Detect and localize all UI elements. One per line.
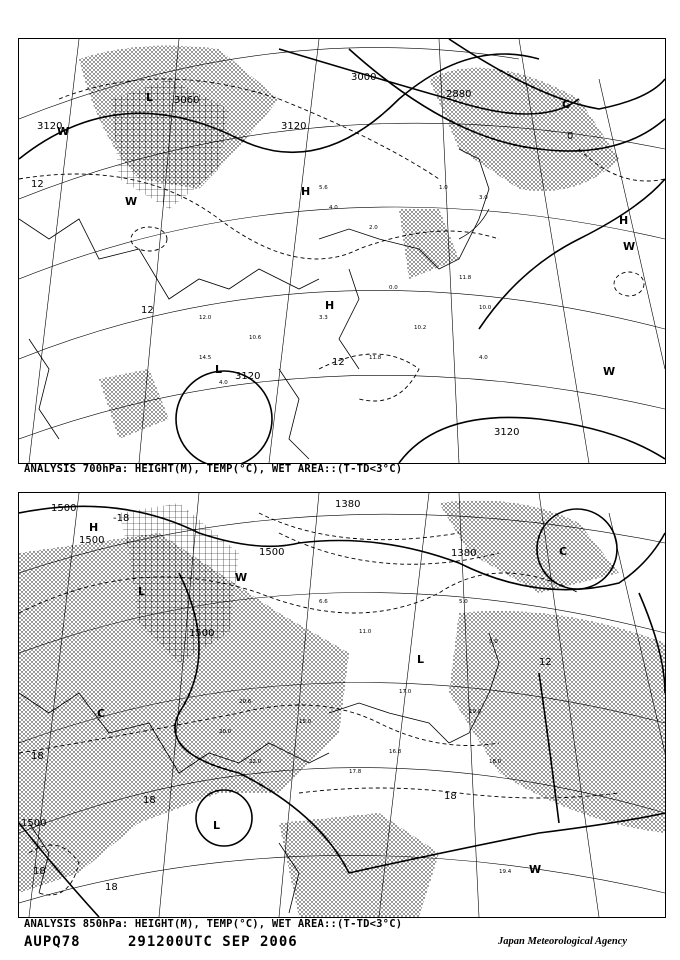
station-data xyxy=(199,185,492,386)
svg-text:15.0: 15.0 xyxy=(299,719,312,725)
contour-label: 3000 xyxy=(351,72,377,83)
low-center: L xyxy=(146,91,154,104)
contour-label: 1500 xyxy=(21,818,47,829)
svg-text:4.0: 4.0 xyxy=(479,355,488,361)
svg-text:6.6: 6.6 xyxy=(319,599,328,605)
svg-text:9.0: 9.0 xyxy=(489,639,498,645)
contour-label: 1380 xyxy=(335,499,361,510)
low-center: L xyxy=(417,653,425,666)
chart-850hpa-svg xyxy=(19,493,665,917)
wet-area xyxy=(429,68,619,191)
cold-center: C xyxy=(562,98,571,111)
contour-label: 18 xyxy=(31,751,44,762)
svg-text:4.0: 4.0 xyxy=(219,380,228,386)
contour-label: 2880 xyxy=(446,89,472,100)
svg-text:1.0: 1.0 xyxy=(439,185,448,191)
chart-700hpa xyxy=(18,38,666,464)
svg-text:10.0: 10.0 xyxy=(479,305,492,311)
contour-label: 3120 xyxy=(235,371,261,382)
svg-text:19.4: 19.4 xyxy=(499,869,512,875)
svg-text:11.8: 11.8 xyxy=(369,355,382,361)
contour-label: 18 xyxy=(143,795,156,806)
svg-text:11.8: 11.8 xyxy=(459,275,472,281)
warm-center: W xyxy=(623,240,636,253)
svg-text:22.0: 22.0 xyxy=(249,759,262,765)
svg-text:17.8: 17.8 xyxy=(349,769,362,775)
svg-text:20.6: 20.6 xyxy=(239,699,252,705)
svg-text:11.0: 11.0 xyxy=(359,629,372,635)
high-center: H xyxy=(619,214,629,227)
svg-text:5.0: 5.0 xyxy=(459,599,468,605)
high-center: H xyxy=(325,299,335,312)
contour-label: 12 xyxy=(539,657,552,668)
low-center: L xyxy=(213,819,221,832)
contour-label: 1500 xyxy=(79,535,105,546)
high-center: H xyxy=(89,521,99,534)
contour-label: 3060 xyxy=(174,95,200,106)
contour-label: 12 xyxy=(141,305,154,316)
contour-label: 1500 xyxy=(259,547,285,558)
coastline xyxy=(19,149,489,459)
product-code: AUPQ78 xyxy=(24,934,81,950)
svg-text:10.6: 10.6 xyxy=(249,335,262,341)
contour-label: 12 xyxy=(31,179,44,190)
svg-text:19.0: 19.0 xyxy=(469,709,482,715)
svg-text:18.0: 18.0 xyxy=(489,759,502,765)
svg-text:4.0: 4.0 xyxy=(329,205,338,211)
agency-name: Japan Meteorological Agency xyxy=(498,936,628,947)
chart-850hpa-caption: ANALYSIS 850hPa: HEIGHT(M), TEMP(°C), WET AREA::(T-TD<3°C) xyxy=(24,918,403,930)
contour-label: 1500 xyxy=(51,503,77,514)
svg-text:12.0: 12.0 xyxy=(199,315,212,321)
valid-time: 291200UTC SEP 2006 xyxy=(128,934,298,950)
contour-label: 18 xyxy=(444,791,457,802)
svg-text:0.0: 0.0 xyxy=(389,285,398,291)
svg-text:16.8: 16.8 xyxy=(389,749,402,755)
contour-label: 3120 xyxy=(494,427,520,438)
svg-text:14.5: 14.5 xyxy=(199,355,212,361)
warm-center: W xyxy=(603,365,616,378)
contour-label: 0 xyxy=(567,131,574,142)
warm-center: W xyxy=(125,195,138,208)
contour-label: 18 xyxy=(33,866,46,877)
chart-700hpa-caption: ANALYSIS 700hPa: HEIGHT(M), TEMP(°C), WET AREA::(T-TD<3°C) xyxy=(24,463,403,475)
cold-center: C xyxy=(559,545,568,558)
wet-area xyxy=(449,611,665,833)
svg-text:2.0: 2.0 xyxy=(369,225,378,231)
low-center: L xyxy=(138,585,146,598)
contour-label: 3120 xyxy=(37,121,63,132)
contour-label: 1380 xyxy=(451,548,477,559)
high-center: H xyxy=(301,185,311,198)
svg-text:5.6: 5.6 xyxy=(319,185,328,191)
svg-text:3.0: 3.0 xyxy=(479,195,488,201)
low-center: L xyxy=(215,363,223,376)
contour-label: 3120 xyxy=(281,121,307,132)
contour-label: 12 xyxy=(332,357,345,368)
warm-center: W xyxy=(235,571,248,584)
wet-area xyxy=(279,813,439,917)
chart-700hpa-svg xyxy=(19,39,665,463)
contour-label: -18 xyxy=(113,513,130,524)
svg-text:17.0: 17.0 xyxy=(399,689,412,695)
cold-center: C xyxy=(97,707,106,720)
svg-text:10.2: 10.2 xyxy=(414,325,427,331)
chart-850hpa xyxy=(18,492,666,918)
svg-text:3.3: 3.3 xyxy=(319,315,328,321)
warm-center: W xyxy=(529,863,542,876)
contour-label: 1500 xyxy=(189,628,215,639)
svg-text:20.0: 20.0 xyxy=(219,729,232,735)
warm-center: W xyxy=(57,125,70,138)
contour-label: 18 xyxy=(105,882,118,893)
